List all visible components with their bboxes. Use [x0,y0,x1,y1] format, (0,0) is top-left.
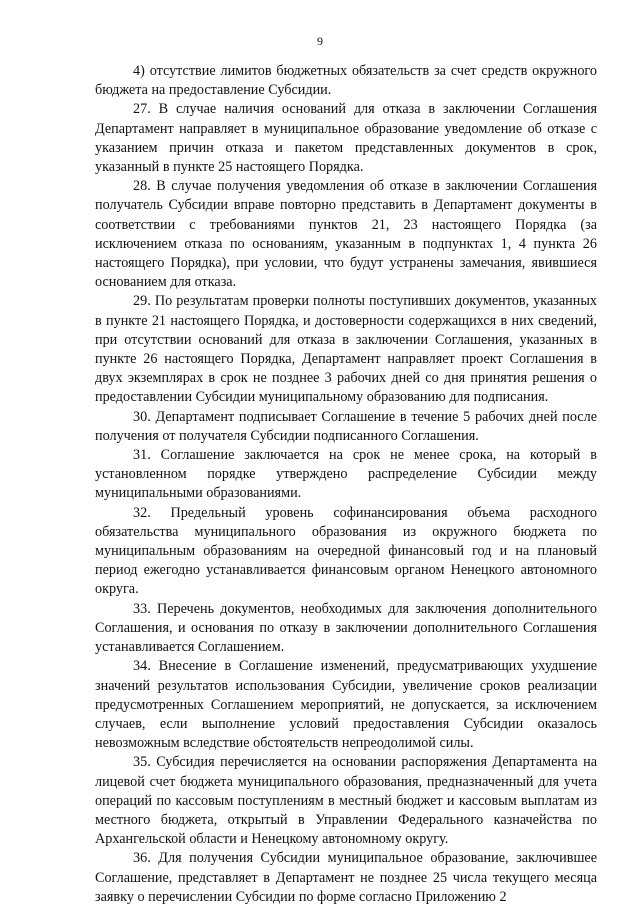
paragraph-item-4: 4) отсутствие лимитов бюджетных обязательств за счет средств окружного бюджета на предоставление Субсидии. [95,63,597,99]
paragraph-32: 32. Предельный уровень софинансирования объема расходного обязательства муниципального образования из окружного бюджета по муниципальным образованиям на очередной финансовый год и на плановый период ежегодно устанавливается финансовым органом Ненецкого автономного округа. [95,504,597,598]
paragraph-29: 29. По результатам проверки полноты поступивших документов, указанных в пункте 21 настоящего Порядка, и достоверности содержащихся в них сведений, при отсутствии оснований для отказа в заключении Соглашения, указанных в пункте 26 настоящего Порядка, Департамент направляет проект Соглашения в двух экземплярах в срок не позднее 3 рабочих дней со дня принятия решения о предоставлении Субсидии муниципальному образованию для подписания. [95,293,597,406]
paragraph-30: 30. Департамент подписывает Соглашение в течение 5 рабочих дней после получения от получателя Субсидии подписанного Соглашения. [95,408,597,444]
paragraph-27: 27. В случае наличия оснований для отказа в заключении Соглашения Департамент направляет в муниципальное образование уведомление об отказе с указанием причин отказа и пакетом представленных документов в срок, указанный в пункте 25 настоящего Порядка. [95,101,597,176]
paragraph-35: 35. Субсидия перечисляется на основании распоряжения Департамента на лицевой счет бюджета муниципального образования, предназначенный для учета операций по кассовым поступлениям в местный бюджет и кассовым выплатам из местного бюджета, открытый в Управлении Федерального казначейства по Архангельской области и Ненецкому автономному округу. [95,754,597,848]
paragraph-34: 34. Внесение в Соглашение изменений, предусматривающих ухудшение значений результатов использования Субсидии, увеличение сроков реализации предусмотренных Соглашением мероприятий, не допускается, за исключением случаев, если выполнение условий предоставления Субсидии оказалось невозможным вследствие обстоятельств непреодолимой силы. [95,658,597,752]
paragraph-28: 28. В случае получения уведомления об отказе в заключении Соглашения получатель Субсидии вправе повторно представить в Департамент документы в соответствии с требованиями пунктов 21, 23 настоящего Порядка (за исключением отказа по основаниям, указанным в подпунктах 1, 4 пункта 26 настоящего Порядка), при условии, что будут устранены замечания, явившиеся основанием для отказа. [95,178,597,291]
paragraph-31: 31. Соглашение заключается на срок не менее срока, на который в установленном порядке утверждено распределение Субсидии между муниципальными образованиями. [95,447,597,502]
document-body [95,62,597,907]
page-number: 9 [317,34,323,48]
paragraph-36: 36. Для получения Субсидии муниципальное образование, заключившее Соглашение, представляет в Департамент не позднее 25 числа текущего месяца заявку о перечислении Субсидии по форме согласно Приложению 2 [95,850,597,905]
paragraph-33: 33. Перечень документов, необходимых для заключения дополнительного Соглашения, и основания по отказу в заключении дополнительного Соглашения устанавливается Соглашением. [95,600,597,656]
